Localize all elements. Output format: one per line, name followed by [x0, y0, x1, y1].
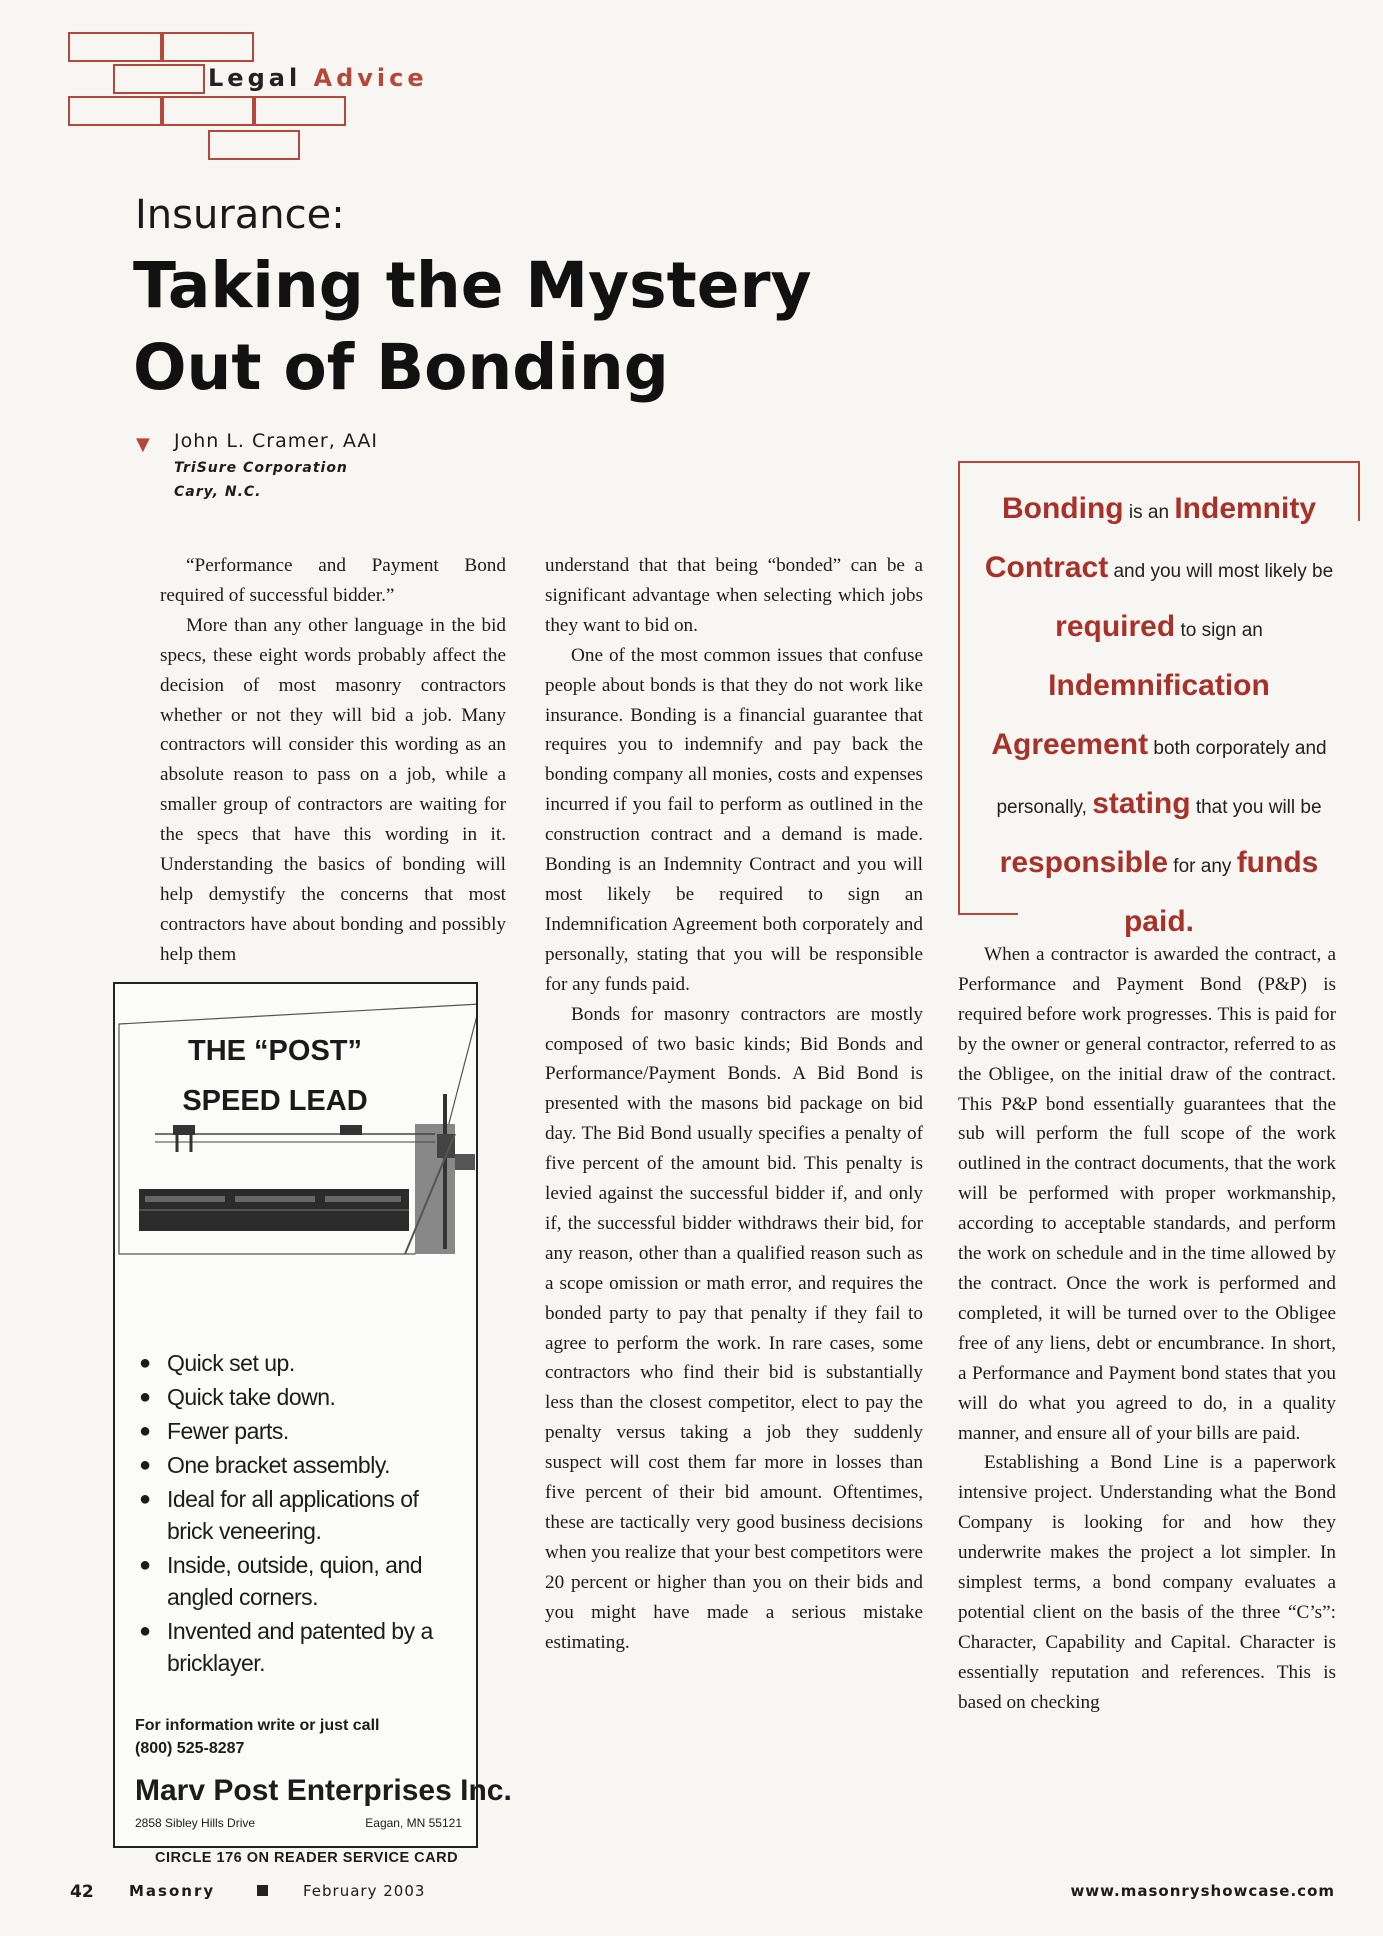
brick-logo-6	[254, 96, 346, 126]
ad-city: Eagan, MN 55121	[365, 1816, 462, 1830]
advertisement[interactable]	[113, 982, 512, 1848]
brick-logo-2	[162, 32, 254, 62]
author-location: Cary, N.C.	[174, 484, 262, 500]
ad-address: 2858 Sibley Hills Drive	[135, 1816, 256, 1830]
ad-phone: (800) 525-8287	[135, 1740, 245, 1757]
author-name: John L. Cramer, AAI	[174, 430, 378, 452]
list-item: ● Ideal for all applications of brick veneering.	[135, 1483, 465, 1547]
list-item: ● Quick take down.	[135, 1381, 465, 1413]
column-2	[545, 551, 923, 1658]
brick-logo-5	[162, 96, 254, 126]
brick-logo-3	[113, 64, 205, 94]
list-item: ● Invented and patented by a bricklayer.	[135, 1615, 465, 1679]
paragraph: When a contractor is awarded the contract, a Performance and Payment Bond (P&P) is required before work progresses. This is paid for by the owner or general contractor, referred to as the Obligee, on the initial draw of the contract. This P&P bond essentially guarantees that the sub will perform the full scope of the work outlined in the contract documents, that the work will be performed with proper workmanship, according to acceptable standards, and perform the work on schedule and in the time allowed by the contract. Once the work is performed and completed, it will be turned over to the Obligee free of any liens, debt or encumbrance. In short, a Performance and Payment bond states that you will do what you agreed to do, in a quality manner, and ensure all of your bills are paid.	[958, 944, 1336, 1444]
paragraph: Bonds for masonry contractors are mostly composed of two basic kinds; Bid Bonds and Performance/Payment Bonds. A Bid Bond is presented with the masons bid package on bid day. The Bid Bond usually specifies a penalty of five percent of the amount bid. This penalty is levied against the successful bidder if, and only if, the successful bidder withdraws their bid, for any reason, other than a qualified reason such as a scope omission or math error, and requires the bonded party to pay that penalty if they fail to agree to perform the work. In rare cases, some contractors who find their bid is substantially less than the closest competitor, elect to pay the penalty versus taking a job they suddenly suspect will cost them far more in losses than five percent of their bid amount. Oftentimes, these are tactically very good business decisions when you realize that your best competitors were 20 percent or higher than you on their bids and you might have made a serious mistake estimating.	[545, 1003, 923, 1653]
brick-logo-7	[208, 130, 300, 160]
author-company: TriSure Corporation	[174, 460, 348, 476]
list-item: ● One bracket assembly.	[135, 1449, 465, 1481]
page-number: 42	[70, 1882, 94, 1902]
list-item: ● Inside, outside, quion, and angled corners.	[135, 1549, 465, 1613]
article-kicker: Insurance:	[135, 192, 345, 238]
reader-service-note: CIRCLE 176 ON READER SERVICE CARD	[155, 1850, 459, 1866]
ad-company: Marv Post Enterprises Inc.	[135, 1774, 512, 1807]
issue-date: February 2003	[303, 1882, 426, 1900]
paragraph: One of the most common issues that confuse people about bonds is that they do not work like insurance. Bonding is a financial guarantee that requires you to indemnify and pay back the bonding company all monies, costs and expenses incurred if you fail to perform as outlined in the construction contract and a demand is made. Bonding is an Indemnity Contract and you will most likely be required to sign an Indemnification Agreement both corporately and personally, stating that you will be responsible for any funds paid.	[545, 644, 923, 995]
ad-contact-info: For information write or just call (800) 525-8287	[135, 1717, 380, 1757]
magazine-name: Masonry	[129, 1882, 216, 1900]
pull-quote-corner	[1358, 461, 1360, 521]
brick-logo-4	[68, 96, 162, 126]
column-1	[160, 551, 506, 970]
website-url[interactable]: www.masonryshowcase.com	[1070, 1882, 1335, 1900]
footer-square-icon	[257, 1885, 268, 1896]
paragraph: More than any other language in the bid specs, these eight words probably affect the decision of most masonry contractors whether or not they will bid a job. Many contractors will consider this wording as an absolute reason to pass on a job, while a smaller group of contractors are waiting for the specs that have this wording in it. Understanding the basics of bonding will help demystify the concerns that most contractors have about bonding and possibly help them	[160, 614, 506, 965]
pull-quote-text: Bonding is an Indemnity Contract and you will most likely be required to sign an Indemnification Agreement both corporately and personally, stating that you will be responsible for any funds paid.	[984, 492, 1334, 938]
article-title: Taking the Mystery Out of Bonding	[133, 249, 812, 404]
ad-feature-list	[135, 1347, 465, 1681]
list-item: ● Fewer parts.	[135, 1415, 465, 1447]
pull-quote-corner	[958, 913, 1018, 915]
paragraph: understand that that being “bonded” can be a significant advantage when selecting which jobs they want to bid on.	[545, 555, 923, 636]
brick-logo-1	[68, 32, 162, 62]
triangle-bullet-icon: ▼	[136, 434, 150, 455]
column-3	[958, 940, 1336, 1718]
section-label: Legal Advice	[208, 64, 428, 92]
paragraph: “Performance and Payment Bond required of successful bidder.”	[160, 555, 506, 606]
paragraph: Establishing a Bond Line is a paperwork intensive project. Understanding what the Bond Company is looking for and how they underwrite makes the project a lot simpler. In simplest terms, a bond company evaluates a potential client on the basis of the three “C’s”: Character, Capability and Capital. Character is essentially reputation and references. This is based on checking	[958, 1452, 1336, 1713]
ad-title: THE “POST” SPEED LEAD	[182, 1035, 368, 1117]
pull-quote	[958, 461, 1358, 938]
list-item: ● Quick set up.	[135, 1347, 465, 1379]
